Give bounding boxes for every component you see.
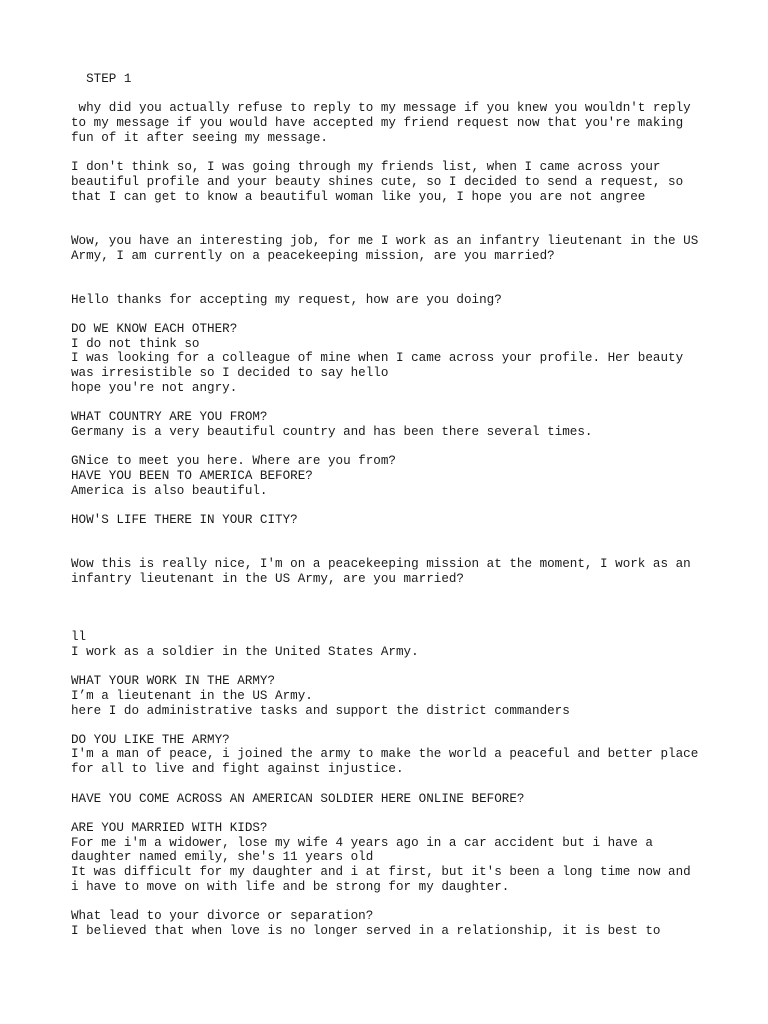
text-line: America is also beautiful. [71, 484, 268, 498]
text-line: Germany is a very beautiful country and has been there several times. [71, 425, 593, 439]
text-line: infantry lieutenant in the US Army, are you married? [71, 572, 464, 586]
question-line: HAVE YOU BEEN TO AMERICA BEFORE? [71, 469, 313, 483]
text-line: It was difficult for my daughter and i at first, but it's been a long time now and [71, 865, 691, 879]
question-line: What lead to your divorce or separation? [71, 909, 374, 923]
text-line: For me i'm a widower, lose my wife 4 years ago in a car accident but i have a [71, 836, 653, 850]
question-line: DO WE KNOW EACH OTHER? [71, 322, 238, 336]
text-line: for all to live and fight against injustice. [71, 762, 404, 776]
text-line: to my message if you would have accepted my friend request now that you're making [71, 116, 684, 130]
text-line: Wow, you have an interesting job, for me I work as an infantry lieutenant in the US [71, 234, 699, 248]
text-line: daughter named emily, she's 11 years old [71, 850, 374, 864]
text-line: I don't think so, I was going through my friends list, when I came across your [71, 160, 661, 174]
question-line: DO YOU LIKE THE ARMY? [71, 733, 230, 747]
text-line: hope you're not angry. [71, 381, 238, 395]
text-line: why did you actually refuse to reply to my message if you knew you wouldn't reply [71, 101, 691, 115]
text-line: Army, I am currently on a peacekeeping mission, are you married? [71, 249, 555, 263]
step-heading: STEP 1 [71, 72, 132, 86]
text-line: I was looking for a colleague of mine when I came across your profile. Her beauty [71, 351, 684, 365]
text-line: ll [71, 630, 87, 644]
question-line: WHAT YOUR WORK IN THE ARMY? [71, 674, 276, 688]
text-line: I’m a lieutenant in the US Army. [71, 689, 313, 703]
text-line: here I do administrative tasks and support the district commanders [71, 704, 570, 718]
question-line: HAVE YOU COME ACROSS AN AMERICAN SOLDIER HERE ONLINE BEFORE? [71, 792, 525, 806]
text-line: beautiful profile and your beauty shines cute, so I decided to send a request, so [71, 175, 684, 189]
text-line: i have to move on with life and be strong for my daughter. [71, 880, 510, 894]
text-line: was irresistible so I decided to say hello [71, 366, 389, 380]
text-line: GNice to meet you here. Where are you from? [71, 454, 396, 468]
text-line: I'm a man of peace, i joined the army to make the world a peaceful and better place [71, 747, 699, 761]
text-line: Hello thanks for accepting my request, how are you doing? [71, 293, 502, 307]
text-line: fun of it after seeing my message. [71, 131, 328, 145]
text-line: I do not think so [71, 337, 200, 351]
text-line: I work as a soldier in the United States Army. [71, 645, 419, 659]
text-line: I believed that when love is no longer served in a relationship, it is best to [71, 924, 661, 938]
question-line: HOW'S LIFE THERE IN YOUR CITY? [71, 513, 298, 527]
text-line: that I can get to know a beautiful woman like you, I hope you are not angree [71, 190, 646, 204]
question-line: ARE YOU MARRIED WITH KIDS? [71, 821, 268, 835]
question-line: WHAT COUNTRY ARE YOU FROM? [71, 410, 268, 424]
text-line: Wow this is really nice, I'm on a peacekeeping mission at the moment, I work as an [71, 557, 691, 571]
